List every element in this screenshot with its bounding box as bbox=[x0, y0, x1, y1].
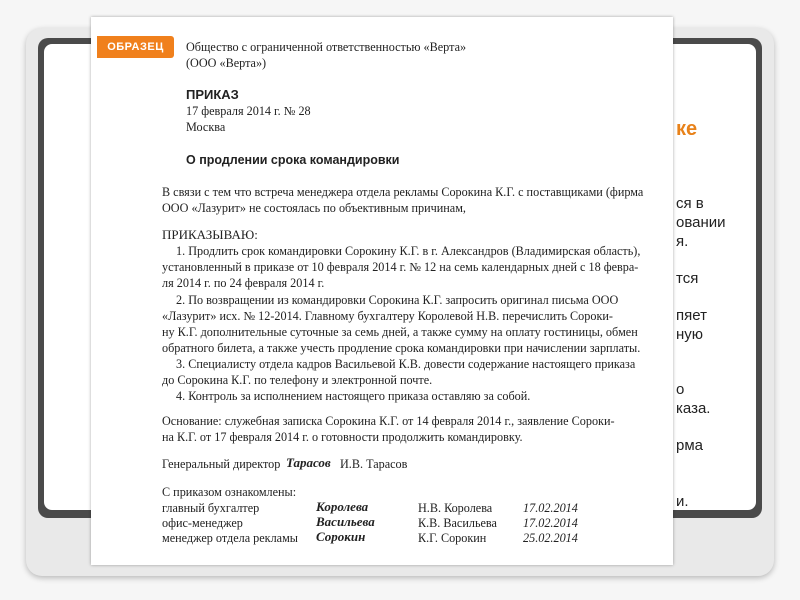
slide-text-fragment: овании bbox=[676, 214, 726, 231]
acquainted-name: К.В. Васильева bbox=[418, 516, 497, 530]
order-city: Москва bbox=[186, 120, 226, 134]
order-document bbox=[91, 17, 673, 565]
preamble-line: ООО «Лазурит» не состоялась по объективным причинам, bbox=[162, 201, 466, 215]
director-position: Генеральный директор bbox=[162, 457, 281, 471]
slide-text-fragment: пяет bbox=[676, 307, 707, 324]
order-subject: О продлении срока командировки bbox=[186, 153, 400, 167]
order-item-line: обратного билета, а также учесть продление срока командировки при начислении зарплаты. bbox=[162, 341, 641, 355]
acquainted-position: менеджер отдела рекламы bbox=[162, 531, 298, 545]
order-date-number: 17 февраля 2014 г. № 28 bbox=[186, 104, 311, 118]
acquainted-signature: Королева bbox=[316, 499, 369, 514]
slide-text-fragment: о bbox=[676, 381, 685, 398]
order-item-line: ну К.Г. дополнительные суточные за семь дней, а также сумму на оплату гостиницы, обмен bbox=[162, 325, 638, 339]
order-word: ПРИКАЗЫВАЮ: bbox=[162, 227, 258, 242]
slide-text-fragment: и. bbox=[676, 493, 689, 510]
acquainted-name: К.Г. Сорокин bbox=[418, 531, 487, 545]
acquainted-position: офис-менеджер bbox=[162, 516, 243, 530]
slide-heading-fragment: ке bbox=[676, 118, 698, 140]
slide-text-fragment: ную bbox=[676, 326, 704, 343]
order-title: ПРИКАЗ bbox=[186, 87, 239, 102]
basis-line: Основание: служебная записка Сорокина К.Г. от 14 февраля 2014 г., заявление Сороки- bbox=[162, 414, 615, 428]
director-signature: Тарасов bbox=[286, 455, 331, 470]
director-name: И.В. Тарасов bbox=[340, 457, 408, 471]
acquainted-label: С приказом ознакомлены: bbox=[162, 485, 297, 499]
org-short-name: (ООО «Верта») bbox=[186, 56, 267, 70]
acquainted-name: Н.В. Королева bbox=[418, 501, 493, 515]
order-item-line: 2. По возвращении из командировки Сорокина К.Г. запросить оригинал письма ООО bbox=[176, 293, 619, 307]
order-item-line: установленный в приказе от 10 февраля 2014 г. № 12 на семь календарных дней с 18 февра- bbox=[162, 260, 639, 274]
org-name: Общество с ограниченной ответственностью «Верта» bbox=[186, 40, 467, 54]
acquainted-signature: Сорокин bbox=[316, 529, 366, 544]
acquainted-date: 25.02.2014 bbox=[523, 531, 578, 545]
acquainted-signature: Васильева bbox=[316, 514, 375, 529]
acquainted-position: главный бухгалтер bbox=[162, 501, 260, 515]
order-item-line: до Сорокина К.Г. по телефону и электронной почте. bbox=[162, 373, 433, 387]
acquainted-date: 17.02.2014 bbox=[523, 501, 578, 515]
slide-text-fragment: я. bbox=[676, 233, 689, 250]
sample-badge: ОБРАЗЕЦ bbox=[97, 36, 174, 58]
order-item-line: «Лазурит» исх. № 12-2014. Главному бухгалтеру Королевой Н.В. перечислить Сороки- bbox=[162, 309, 613, 323]
slide-text-fragment: рма bbox=[676, 437, 703, 454]
order-item-line: 1. Продлить срок командировки Сорокину К.Г. в г. Александров (Владимирская область), bbox=[176, 244, 641, 258]
preamble-line: В связи с тем что встреча менеджера отдела рекламы Сорокина К.Г. с поставщиками (фирма bbox=[162, 185, 644, 199]
order-item-line: 3. Специалисту отдела кадров Васильевой К.В. довести содержание настоящего приказа bbox=[176, 357, 636, 371]
order-item-line: 4. Контроль за исполнением настоящего приказа оставляю за собой. bbox=[176, 389, 531, 403]
slide-text-fragment: каза. bbox=[676, 400, 711, 417]
basis-line: на К.Г. от 17 февраля 2014 г. о готовности продолжить командировку. bbox=[162, 430, 523, 444]
order-item-line: ля 2014 г. по 24 февраля 2014 г. bbox=[162, 276, 325, 290]
slide-text-fragment: ся в bbox=[676, 195, 704, 212]
slide-text-fragment: тся bbox=[676, 270, 699, 287]
acquainted-date: 17.02.2014 bbox=[523, 516, 578, 530]
